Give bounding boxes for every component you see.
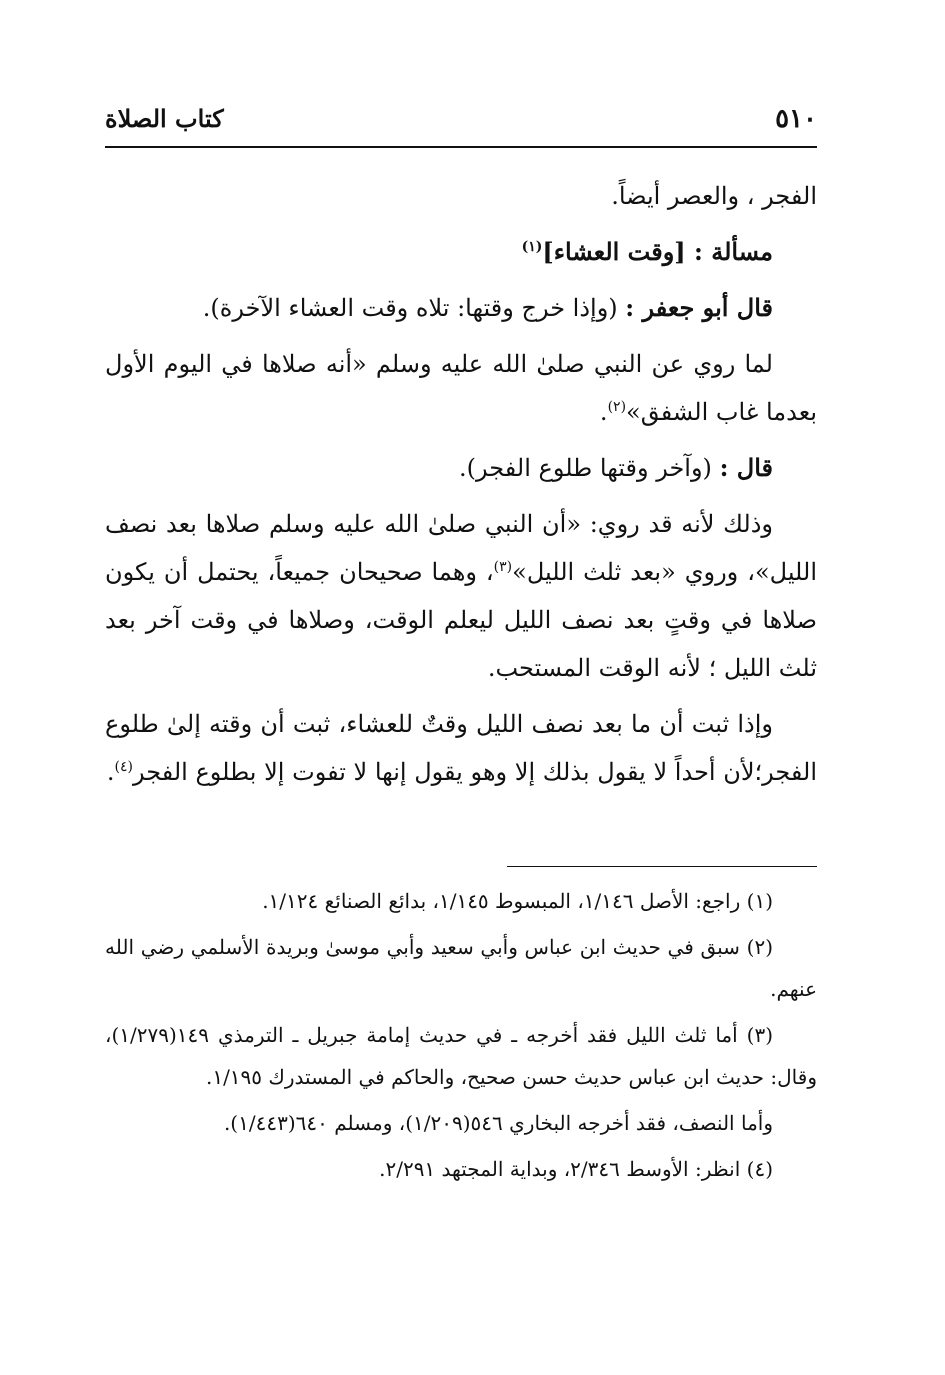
page-header <box>105 100 817 144</box>
quote-text-2: (وآخر وقتها طلوع الفجر). <box>459 454 712 482</box>
footnote-divider <box>507 866 817 867</box>
header-divider <box>105 146 817 148</box>
paragraph-6 <box>105 700 817 796</box>
paragraph-0 <box>105 172 817 220</box>
footnote-1: (١) راجع: الأصل ١/١٤٦، المبسوط ١/١٤٥، بدائع الصنائع ١/١٢٤. <box>262 889 773 913</box>
book-title: كتاب الصلاة <box>105 104 224 133</box>
footnote-3-continued: وأما النصف، فقد أخرجه البخاري ٥٤٦(١/٢٠٩)، ومسلم ٦٤٠(١/٤٤٣). <box>223 1111 773 1135</box>
issue-title: [وقت العشاء] <box>542 237 686 266</box>
paragraph-5-text-a: وذلك لأنه قد روي: «أن النبي صلىٰ الله عليه وسلم صلاها بعد نصف الليل»، وروي «بعد ثلث الليل» <box>105 510 817 586</box>
speaker-abu-jafar: قال أبو جعفر : <box>625 293 773 322</box>
footnote-3: (٣) أما ثلث الليل فقد أخرجه ـ في حديث إمامة جبريل ـ الترمذي ١٤٩(١/٢٧٩)، وقال: حديث ابن عباس حديث حسن صحيح، والحاكم في المستدرك ١/١٩٥. <box>105 1023 817 1089</box>
page-number: ٥١٠ <box>775 104 817 134</box>
footnote-2: (٢) سبق في حديث ابن عباس وأبي سعيد وأبي موسىٰ وبريدة الأسلمي رضي الله عنهم. <box>105 935 817 1001</box>
book-page <box>105 0 817 1375</box>
paragraph-3 <box>105 340 817 436</box>
paragraph-quote-2 <box>105 444 817 492</box>
paragraph-6-end: . <box>106 758 115 786</box>
speaker-qala: قال : <box>719 453 773 482</box>
paragraph-5 <box>105 500 817 692</box>
issue-heading <box>105 228 817 276</box>
quote-text-1: (وإذا خرج وقتها: تلاه وقت العشاء الآخرة). <box>202 294 618 322</box>
paragraph-3-end: . <box>599 398 608 426</box>
paragraph-0-text: الفجر ، والعصر أيضاً. <box>611 182 817 210</box>
paragraph-3-text: لما روي عن النبي صلىٰ الله عليه وسلم «أنه صلاها في اليوم الأول بعدما غاب الشفق» <box>105 350 817 426</box>
footnote-ref-4: (٤) <box>114 759 133 775</box>
paragraph-5-text-b: ، وهما صحيحان جميعاً، يحتمل أن يكون صلاها في وقتٍ بعد نصف الليل ليعلم الوقت، وصلاها في وقت آخر بعد ثلث الليل ؛ لأنه الوقت المستحب. <box>105 558 817 682</box>
footnote-ref-2: (٢) <box>607 399 627 415</box>
main-text <box>105 172 817 804</box>
footnote-4: (٤) انظر: الأوسط ٢/٣٤٦، وبداية المجتهد ٢/٢٩١. <box>379 1157 773 1181</box>
issue-label: مسألة : <box>694 237 773 266</box>
footnote-ref-1: (١) <box>521 239 543 255</box>
footnotes <box>105 880 817 1194</box>
paragraph-6-text: وإذا ثبت أن ما بعد نصف الليل وقتٌ للعشاء، ثبت أن وقته إلىٰ طلوع الفجر؛لأن أحداً لا يقول بذلك إلا وهو يقول إنها لا تفوت إلا بطلوع الفجر <box>105 710 817 786</box>
paragraph-quote-1 <box>105 284 817 332</box>
footnote-ref-3: (٣) <box>493 559 513 575</box>
